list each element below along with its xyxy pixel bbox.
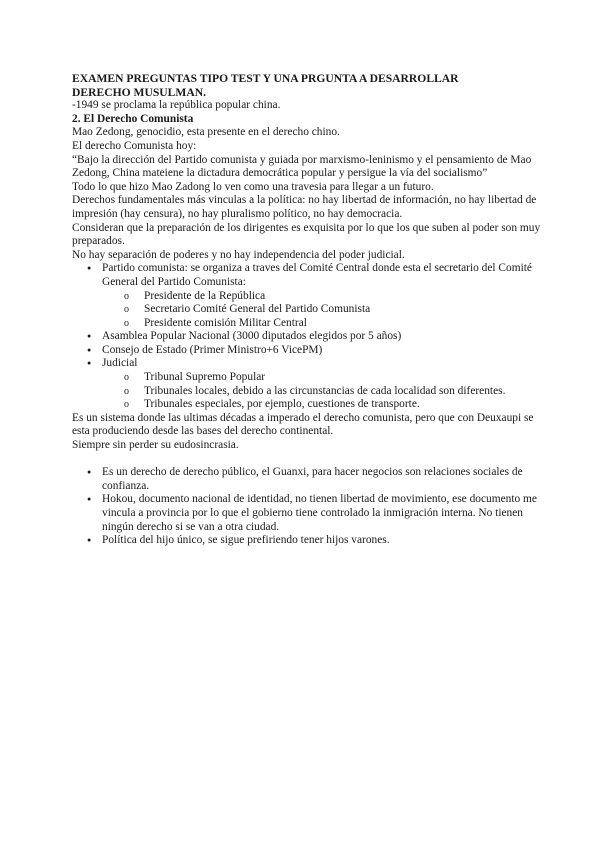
closing-paragraph: Siempre sin perder su eudosincrasia. [72, 439, 239, 452]
section-heading: 2. El Derecho Comunista [72, 112, 194, 125]
paragraph: Derechos fundamentales más vinculas a la política: no hay libertad de información, no hay libertad de impresión (hay censura), no hay pluralismo político, no hay democracia. [72, 194, 537, 220]
list-item [72, 262, 542, 330]
quote-paragraph: “Bajo la dirección del Partido comunista y guiada por marxismo-leninismo y el pensamiento de Mao Zedong, China mateiene la dictadura democrática popular y persigue la vía del socialismo” [72, 153, 532, 180]
title-line-2: DERECHO MUSULMAN. [72, 85, 206, 99]
list-item: ● Es un derecho de derecho público, el Guanxi, para hacer negocios son relaciones sociales de confianza. [72, 466, 542, 493]
closing-paragraph: Es un sistema donde las ultimas décadas a imperado el derecho comunista, pero que con Deuxaupi se esta produciendo desde las bases del derecho continental. [72, 411, 534, 438]
list-item: ● Consejo de Estado (Primer Ministro+6 VicePM) [72, 344, 542, 358]
list-item: ● Hokou, documento nacional de identidad, no tienen libertad de movimiento, ese documento me vincula a provincia por lo que el gobierno tiene controlado la inmigración interna. No tienen ningún derecho si se van a otra ciudad. [72, 493, 542, 534]
list-item-text: Judicial [102, 357, 138, 370]
sub-list-item: o Tribunales locales, debido a las circunstancias de cada localidad son diferentes. [102, 385, 542, 399]
institutions-list [72, 262, 542, 412]
document-page [72, 72, 542, 548]
sub-list-item: o Presidente de la República [102, 290, 542, 304]
paragraph: Consideran que la preparación de los dirigentes es exquisita por lo que los que suben al poder son muy preparados. [72, 221, 541, 248]
list-item: ● Asamblea Popular Nacional (3000 diputados elegidos por 5 años) [72, 330, 542, 344]
spacer [72, 453, 542, 467]
paragraph: El derecho Comunista hoy: [72, 139, 197, 152]
list-item: ● Política del hijo único, se sigue prefiriendo tener hijos varones. [72, 534, 542, 548]
sub-list-item: o Secretario Comité General del Partido Comunista [102, 303, 542, 317]
list-item-text: Partido comunista: se organiza a traves del Comité Central donde esta el secretario del Comité General del Partido Comunista: [102, 262, 532, 288]
features-list [72, 466, 542, 548]
sub-list-item: o Presidente comisión Militar Central [102, 317, 542, 331]
paragraph: Todo lo que hizo Mao Zadong lo ven como una travesia para llegar a un futuro. [72, 180, 434, 193]
sub-list [102, 371, 542, 412]
title-line-1: EXAMEN PREGUNTAS TIPO TEST Y UNA PRGUNTA A DESARROLLAR [72, 72, 459, 85]
sub-list-item: o Tribunales especiales, por ejemplo, cuestiones de transporte. [102, 398, 542, 412]
paragraph: Mao Zedong, genocidio, esta presente en el derecho chino. [72, 126, 340, 139]
paragraph: No hay separación de poderes y no hay independencia del poder judicial. [72, 248, 405, 261]
intro-line: -1949 se proclama la república popular china. [72, 99, 281, 112]
list-item [72, 357, 542, 411]
sub-list [102, 290, 542, 331]
sub-list-item: o Tribunal Supremo Popular [102, 371, 542, 385]
